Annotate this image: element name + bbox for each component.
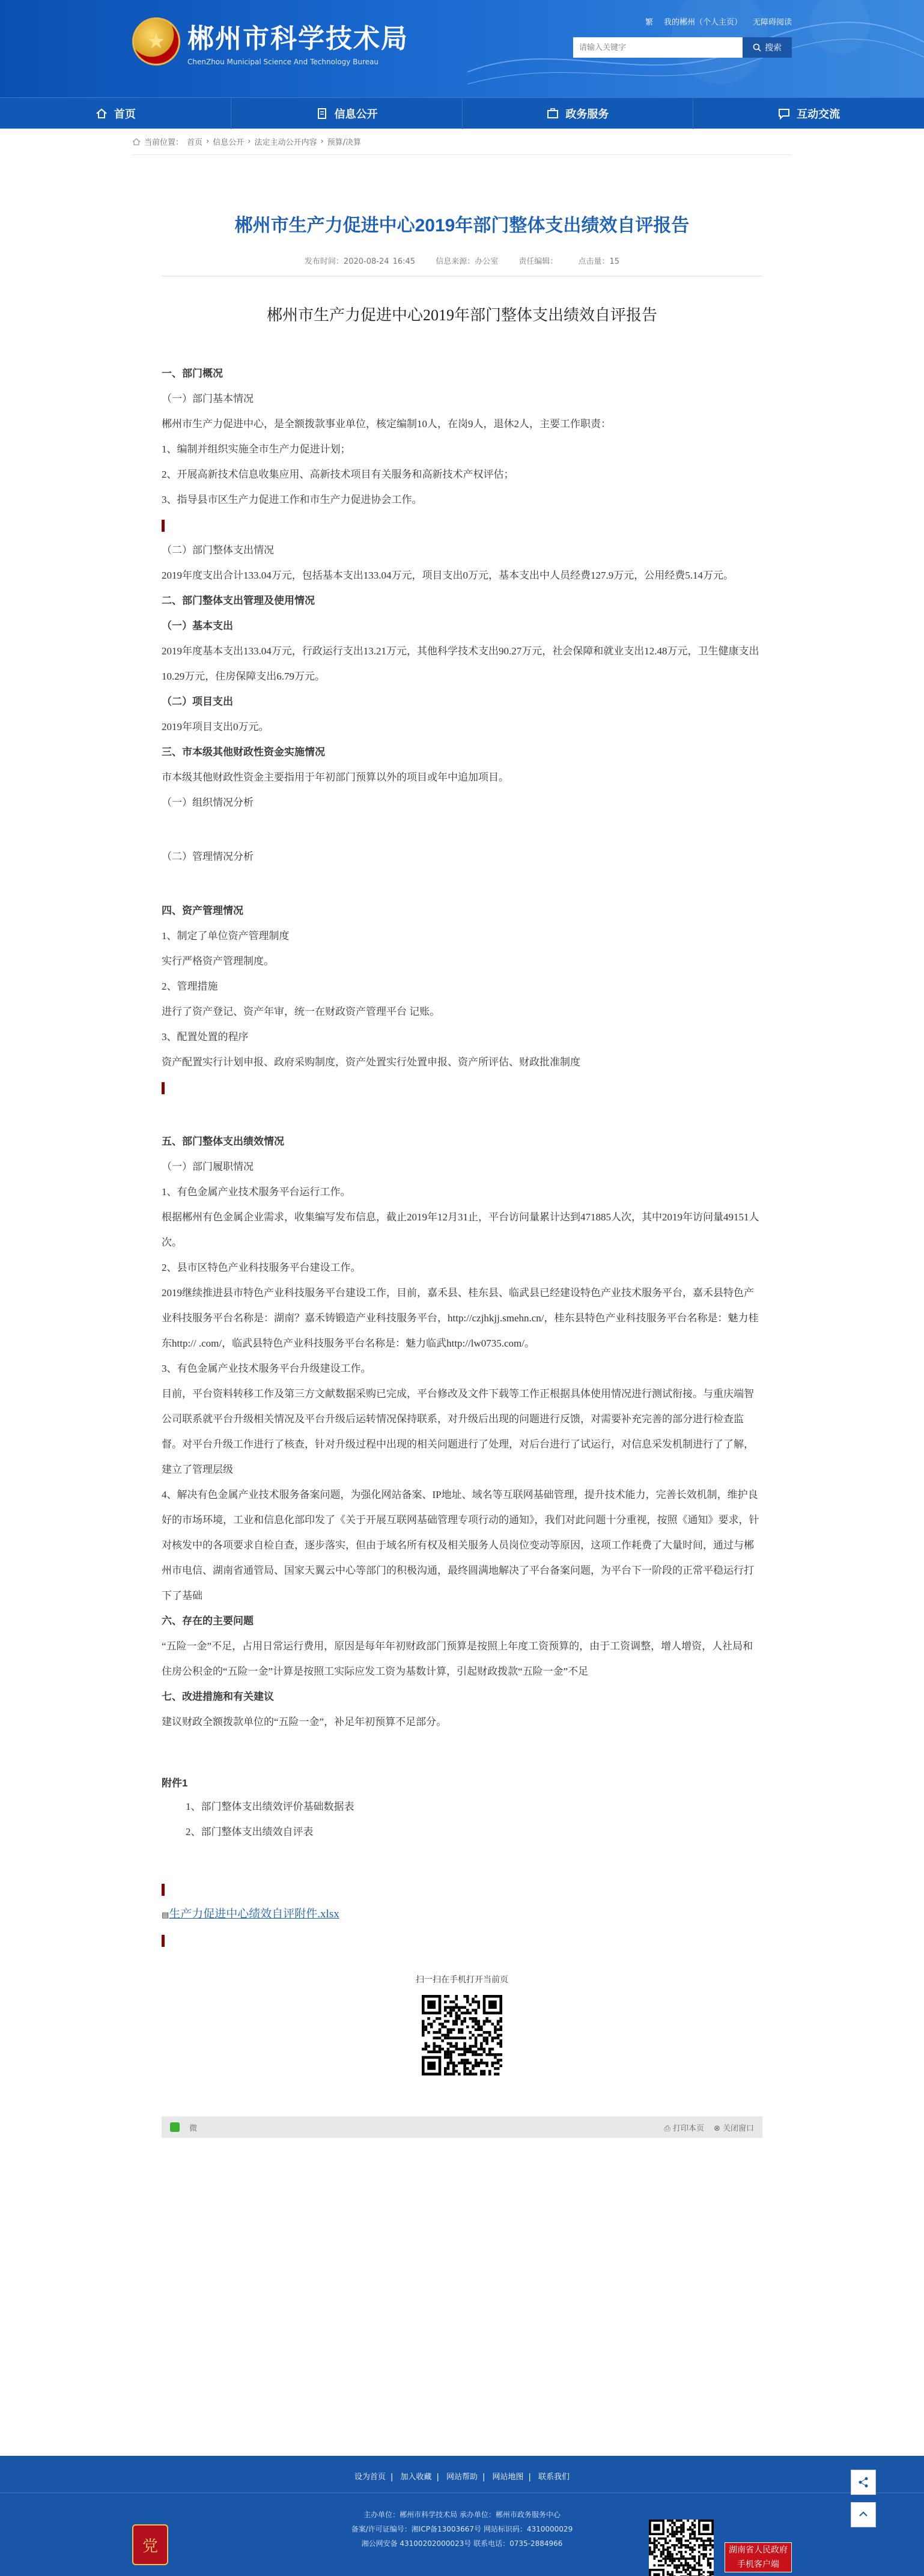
search-button[interactable]: [743, 37, 792, 58]
paragraph: 1、编制并组织实施全市生产力促进计划；: [162, 443, 351, 455]
paragraph: 3、有色金属产业技术服务平台升级建设工作。: [162, 1363, 371, 1374]
attachments-heading: 附件1: [162, 1777, 188, 1789]
footer-link-contact[interactable]: 联系我们: [538, 2473, 570, 2482]
paragraph: （二）部门整体支出情况: [162, 544, 274, 556]
footer-link-favorite[interactable]: 加入收藏: [400, 2473, 432, 2482]
footer-link-homepage[interactable]: 设为首页: [354, 2473, 386, 2482]
share-side-button[interactable]: [851, 2470, 876, 2495]
breadcrumb-label: 当前位置：: [144, 138, 184, 147]
breadcrumb-item[interactable]: 法定主动公开内容: [254, 138, 317, 147]
footer-link-help[interactable]: 网站帮助: [446, 2473, 478, 2482]
article-meta: [162, 255, 762, 276]
app-badge-subtitle: 手机客户端: [737, 2560, 779, 2569]
breadcrumb-item[interactable]: 预算/决算: [327, 138, 362, 147]
section-heading: 一、部门概况: [162, 368, 223, 379]
nav-interaction-label: 互动交流: [797, 108, 840, 121]
wechat-share-icon[interactable]: [170, 2122, 180, 2132]
site-name-cn: 郴州市科学技术局: [187, 24, 409, 53]
home-small-icon: [132, 138, 141, 146]
mobile-app-badge[interactable]: [725, 2542, 792, 2572]
nav-interaction[interactable]: [693, 98, 924, 129]
paragraph: 4、解决有色金属产业技术服务备案问题，为强化网站备案、IP地址、域名等互联网基础管理，提升技术能力，完善长效机制，维护良好的市场环境，工业和信息化部印发了《关于开展互联网基础管理专项行动的通知》，我们对此问题十分重视，按照《通知》要求，针对核发中的各项要求自检自查，逐步落实，但由于域名所有权及相关服务人员岗位变动等原因，这项工作耗费了大量时间，通过与郴州市电信、湖南省通管局、国家天翼云中心等部门的积极沟通，最终圆满地解决了平台备案问题，为平台下一阶段的正常平稳运行打下了基础: [162, 1489, 759, 1601]
section-heading: （一）基本支出: [162, 620, 233, 632]
paragraph: 实行严格资产管理制度。: [162, 955, 274, 967]
nav-home-label: 首页: [114, 108, 136, 121]
paragraph: 2019继续推进县市特色产业科技服务平台建设工作，目前，嘉禾县、桂东县、临武县已经建设特色产业技术服务平台，嘉禾县特色产业科技服务平台名称是：湖南？嘉禾铸锻造产业科技服务平台，http://czjhkjj.smehn.cn/，桂东县特色产业科技服务平台名称是：魅力桂东http:// .com/，临武县特色产业科技服务平台名称是：魅力临武http://lw0735.com/。: [162, 1287, 759, 1349]
paragraph: （一）部门基本情况: [162, 393, 254, 404]
file-icon: ▤: [162, 1910, 169, 1919]
side-tools: [851, 2470, 876, 2535]
paragraph: “五险一金”不足，占用日常运行费用，原因是每年年初财政部门预算是按照上年度工资预算的，由于工资调整，增人增资，人社局和住房公积金的“五险一金”计算是按照工实际应发工资为基数计算，引起财政拨款“五险一金”不足: [162, 1640, 753, 1677]
close-window-button[interactable]: ⊗ 关闭窗口: [713, 2124, 754, 2133]
search-button-label: 搜索: [765, 43, 782, 53]
section-heading: 二、部门整体支出管理及使用情况: [162, 595, 315, 606]
nav-info-public-label: 信息公开: [334, 108, 378, 121]
blank-line: [162, 1100, 762, 1129]
service-icon: [546, 107, 559, 120]
print-label: 打印本页: [672, 2124, 704, 2133]
section-marker: [162, 520, 165, 532]
footer-police: 湘公网安备 43100202000023号 联系电话：0735-2884966: [361, 2539, 563, 2548]
footer-links: 设为首页 | 加入收藏 | 网站帮助 | 网站地图 | 联系我们: [354, 2473, 570, 2482]
paragraph: 郴州市生产力促进中心，是全额拨款事业单位，核定编制10人，在岗9人，退休2人，主要工作职责：: [162, 418, 611, 430]
paragraph: 1、制定了单位资产管理制度: [162, 930, 290, 942]
paragraph: 资产配置实行计划申报、政府采购制度，资产处置实行处置申报、资产所评估、财政批准制度: [162, 1056, 580, 1068]
main-nav: [0, 97, 924, 129]
attachment-item: 1、部门整体支出绩效评价基础数据表: [186, 1801, 354, 1812]
paragraph: 2019年度支出合计133.04万元，包括基本支出133.04万元，项目支出0万元，基本支出中人员经费127.9万元，公用经费5.14万元。: [162, 570, 734, 581]
share-icon: [857, 2476, 869, 2488]
paragraph: 2019年项目支出0万元。: [162, 721, 269, 732]
traditional-chinese-link[interactable]: 繁: [645, 18, 653, 27]
site-name-en: ChenZhou Municipal Science And Technology Bureau: [187, 58, 378, 66]
breadcrumb-item[interactable]: 信息公开: [213, 138, 245, 147]
breadcrumb: 当前位置： 首页 › 信息公开 › 法定主动公开内容 › 预算/决算: [132, 129, 792, 155]
search-box: [573, 37, 792, 58]
paragraph: 1、有色金属产业技术服务平台运行工作。: [162, 1186, 351, 1198]
blank-line: [162, 815, 762, 844]
search-icon: [753, 43, 761, 52]
article-subtitle: 郴州市生产力促进中心2019年部门整体支出绩效自评报告: [266, 306, 657, 324]
nav-gov-service-label: 政务服务: [565, 108, 609, 121]
footer-qr-code: [649, 2520, 714, 2576]
paragraph: 2、管理措施: [162, 981, 218, 992]
section-marker: [162, 1935, 165, 1947]
accessibility-link[interactable]: 无障碍阅读: [752, 18, 792, 27]
paragraph: 3、指导县市区生产力促进工作和市生产力促进协会工作。: [162, 494, 422, 505]
section-heading: 七、改进措施和有关建议: [162, 1691, 274, 1702]
paragraph: 2、县市区特色产业科技服务平台建设工作。: [162, 1262, 361, 1273]
editor: 责任编辑：: [518, 257, 558, 266]
section-heading: 四、资产管理情况: [162, 905, 243, 916]
my-chenzhou-link[interactable]: 我的郴州（个人主页）: [663, 18, 742, 27]
paragraph: 进行了资产登记、资产年审，统一在财政资产管理平台 记账。: [162, 1006, 440, 1017]
app-badge-title: 湖南省人民政府: [729, 2545, 788, 2555]
share-bar: [162, 2116, 762, 2138]
site-logo[interactable]: [132, 17, 409, 66]
gov-error-correction-icon[interactable]: 党: [132, 2524, 168, 2565]
paragraph: （二）管理情况分析: [162, 851, 254, 862]
article-title: 郴州市生产力促进中心2019年部门整体支出绩效自评报告: [234, 216, 690, 236]
footer-icp: 备案/许可证编号：湘ICP备13003667号 网站标识码：4310000029: [351, 2525, 573, 2533]
site-header: [0, 0, 924, 97]
paragraph: 根据郴州有色金属企业需求，收集编写发布信息，截止2019年12月31止，平台访问量累计达到471885人次，其中2019年访问量49151人次。: [162, 1211, 759, 1248]
qr-section: [162, 1973, 762, 2075]
section-marker: [162, 1884, 165, 1896]
site-footer: [0, 2456, 924, 2576]
paragraph: 3、配置处置的程序: [162, 1031, 249, 1043]
nav-home[interactable]: [0, 98, 231, 129]
section-heading: 五、部门整体支出绩效情况: [162, 1136, 284, 1147]
footer-link-sitemap[interactable]: 网站地图: [492, 2473, 524, 2482]
print-button[interactable]: ⎙ 打印本页: [664, 2124, 704, 2133]
attachments-section: [162, 1771, 762, 1953]
search-input[interactable]: [573, 37, 743, 58]
paragraph: 市本级其他财政性资金主要指用于年初部门预算以外的项目或年中追加项目。: [162, 772, 509, 783]
close-label: 关闭窗口: [722, 2124, 754, 2133]
qr-code: [422, 1995, 502, 2075]
paragraph: （一）组织情况分析: [162, 797, 254, 808]
info-source: 信息来源：办公室: [436, 257, 499, 266]
publish-time: 发布时间：2020-08-24 16:45: [304, 257, 416, 266]
blank-line: [162, 869, 762, 898]
chat-icon: [777, 107, 791, 120]
wechat-label: 微: [189, 2124, 198, 2133]
top-links: [645, 16, 792, 27]
section-marker-row: [162, 1075, 762, 1100]
section-heading: 三、市本级其他财政性资金实施情况: [162, 746, 325, 758]
article-body: [162, 361, 762, 1735]
paragraph: 目前，平台资料转移工作及第三方文献数据采购已完成，平台修改及文件下载等工作正根据具体使用情况进行测试衔接。与重庆端智公司联系就平台升级相关情况及平台升级后运转情况保持联系，对升级后出现的问题进行反馈，对需要补充完善的部分进行检查监督。对平台升级工作进行了核查，针对升级过程中出现的相关问题进行了处理，对后台进行了试运行，对信息采发机制进行了了解，建立了管理层级: [162, 1388, 754, 1475]
attachment-file-link[interactable]: 生产力促进中心绩效自评附件.xlsx: [169, 1908, 339, 1920]
home-icon: [95, 107, 108, 120]
back-to-top-button[interactable]: [851, 2502, 876, 2527]
section-heading: 六、存在的主要问题: [162, 1615, 254, 1627]
attachment-item: 2、部门整体支出绩效自评表: [186, 1826, 314, 1838]
click-count: 点击量：15: [578, 257, 620, 266]
article: [162, 210, 762, 2075]
breadcrumb-item[interactable]: 首页: [187, 138, 203, 147]
national-emblem-icon: ★: [132, 17, 180, 65]
nav-gov-service[interactable]: [463, 98, 694, 129]
footer-host: 主办单位：郴州市科学技术局 承办单位：郴州市政务服务中心: [363, 2511, 561, 2519]
section-heading: （二）项目支出: [162, 696, 233, 707]
paragraph: （一）部门履职情况: [162, 1161, 254, 1172]
paragraph: 2、开展高新技术信息收集应用、高新技术项目有关服务和高新技术产权评估；: [162, 469, 514, 480]
arrow-up-icon: [857, 2509, 869, 2521]
paragraph: 2019年度基本支出133.04万元，行政运行支出13.21万元，其他科学技术支出90.27万元，社会保障和就业支出12.48万元，卫生健康支出10.29万元，住房保障支出6.79万元。: [162, 645, 759, 682]
section-marker: [162, 1082, 165, 1094]
section-marker-row: [162, 513, 762, 538]
paragraph: 建议财政全额拨款单位的“五险一金”，补足年初预算不足部分。: [162, 1716, 447, 1728]
nav-info-public[interactable]: [231, 98, 463, 129]
document-icon: [315, 107, 329, 120]
qr-caption: 扫一扫在手机打开当前页: [416, 1975, 508, 1985]
